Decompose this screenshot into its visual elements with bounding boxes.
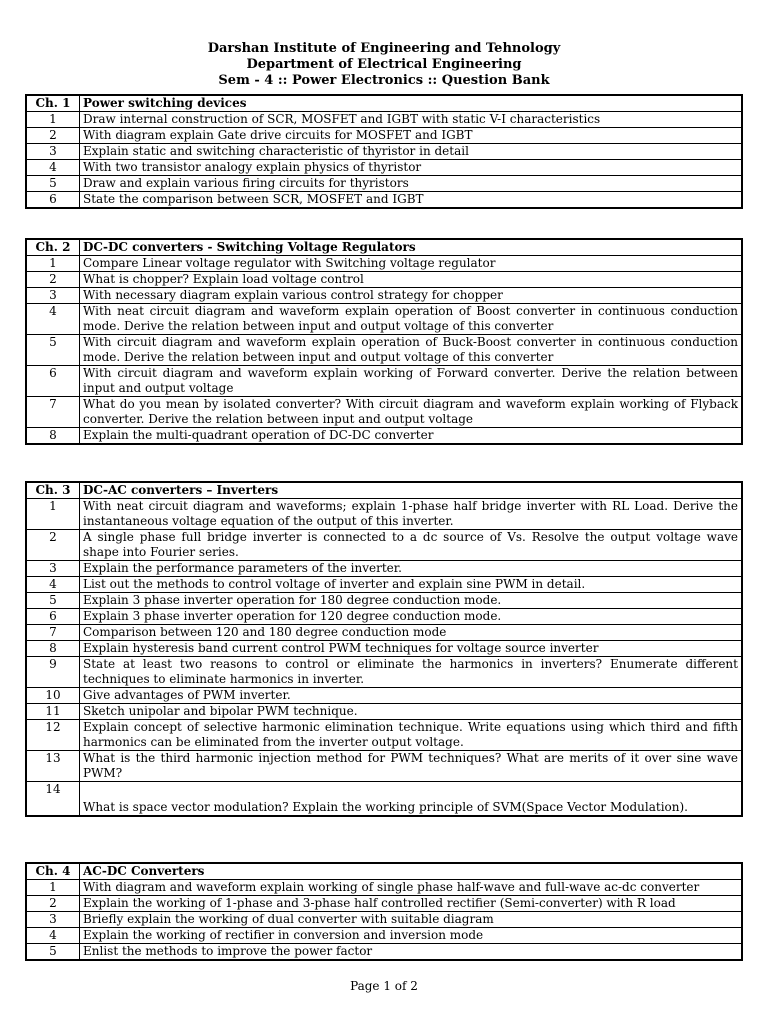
- question-text: With two transistor analogy explain physics of thyristor: [80, 160, 743, 176]
- question-text: Draw internal construction of SCR, MOSFET and IGBT with static V-I characteristics: [80, 112, 743, 128]
- question-text: Explain the multi-quadrant operation of DC-DC converter: [80, 428, 743, 445]
- question-number: 6: [26, 609, 80, 625]
- question-number: 10: [26, 688, 80, 704]
- question-text: What is space vector modulation? Explain the working principle of SVM(Space Vector Modulation).: [80, 782, 743, 816]
- question-text: Explain 3 phase inverter operation for 180 degree conduction mode.: [80, 593, 743, 609]
- question-text: Explain concept of selective harmonic elimination technique. Write equations using which third and fifth harmonics can be eliminated from the inverter output voltage.: [80, 720, 743, 751]
- chapter-title: DC-DC converters - Switching Voltage Regulators: [80, 239, 743, 256]
- question-number: 13: [26, 751, 80, 782]
- question-row: [26, 335, 742, 366]
- question-row: [26, 112, 742, 128]
- question-number: 8: [26, 428, 80, 445]
- question-row: [26, 688, 742, 704]
- question-row: [26, 928, 742, 944]
- question-row: [26, 160, 742, 176]
- question-number: 4: [26, 928, 80, 944]
- question-row: [26, 751, 742, 782]
- chapter-title: Power switching devices: [80, 95, 743, 112]
- chapter-label: Ch. 3: [26, 482, 80, 499]
- question-text: With neat circuit diagram and waveform explain operation of Boost converter in continuous conduction mode. Derive the relation between input and output voltage of this converter: [80, 304, 743, 335]
- question-number: 6: [26, 192, 80, 209]
- question-row: [26, 657, 742, 688]
- question-row: [26, 944, 742, 961]
- chapter-label: Ch. 4: [26, 863, 80, 880]
- question-row: [26, 397, 742, 428]
- question-row: [26, 428, 742, 445]
- question-number: 3: [26, 144, 80, 160]
- question-row: [26, 530, 742, 561]
- chapter-header-row: [26, 863, 742, 880]
- chapter-1-table: [25, 94, 743, 209]
- chapter-title: DC-AC converters – Inverters: [80, 482, 743, 499]
- question-number: 5: [26, 335, 80, 366]
- question-text: What is the third harmonic injection method for PWM techniques? What are merits of it over sine wave PWM?: [80, 751, 743, 782]
- question-text: With necessary diagram explain various control strategy for chopper: [80, 288, 743, 304]
- question-row: [26, 912, 742, 928]
- question-row: [26, 288, 742, 304]
- question-text: Draw and explain various firing circuits for thyristors: [80, 176, 743, 192]
- question-text: Explain the performance parameters of the inverter.: [80, 561, 743, 577]
- question-row: [26, 625, 742, 641]
- question-number: 3: [26, 561, 80, 577]
- chapter-2-table: [25, 238, 743, 445]
- question-text: Explain 3 phase inverter operation for 120 degree conduction mode.: [80, 609, 743, 625]
- question-text: With diagram explain Gate drive circuits for MOSFET and IGBT: [80, 128, 743, 144]
- chapter-4-table: [25, 862, 743, 961]
- chapter-label: Ch. 1: [26, 95, 80, 112]
- question-row: [26, 782, 742, 816]
- question-text: State at least two reasons to control or eliminate the harmonics in inverters? Enumerate different techniques to eliminate harmonics in inverter.: [80, 657, 743, 688]
- page-footer: Page 1 of 2: [350, 979, 418, 993]
- question-text: Comparison between 120 and 180 degree conduction mode: [80, 625, 743, 641]
- institute-name: Darshan Institute of Engineering and Tehnology: [207, 41, 561, 56]
- question-number: 5: [26, 944, 80, 961]
- question-number: 9: [26, 657, 80, 688]
- question-number: 2: [26, 896, 80, 912]
- department-name: Department of Electrical Engineering: [246, 57, 522, 72]
- question-number: 3: [26, 912, 80, 928]
- question-number: 7: [26, 397, 80, 428]
- question-row: [26, 577, 742, 593]
- chapter-header-row: [26, 482, 742, 499]
- question-number: 14: [26, 782, 80, 816]
- question-number: 3: [26, 288, 80, 304]
- question-row: [26, 272, 742, 288]
- question-number: 4: [26, 160, 80, 176]
- question-text: What is chopper? Explain load voltage control: [80, 272, 743, 288]
- question-text: Briefly explain the working of dual converter with suitable diagram: [80, 912, 743, 928]
- question-number: 5: [26, 593, 80, 609]
- question-number: 2: [26, 272, 80, 288]
- question-row: [26, 192, 742, 209]
- question-row: [26, 593, 742, 609]
- question-number: 1: [26, 256, 80, 272]
- question-row: [26, 176, 742, 192]
- question-text: List out the methods to control voltage of inverter and explain sine PWM in detail.: [80, 577, 743, 593]
- question-row: [26, 720, 742, 751]
- question-row: [26, 366, 742, 397]
- document-header: [0, 41, 768, 89]
- question-number: 1: [26, 880, 80, 896]
- question-text: Explain the working of rectifier in conversion and inversion mode: [80, 928, 743, 944]
- question-number: 12: [26, 720, 80, 751]
- question-text: With neat circuit diagram and waveforms; explain 1-phase half bridge inverter with RL Load. Derive the instantaneous voltage equation of the output of this inverter.: [80, 499, 743, 530]
- question-number: 4: [26, 577, 80, 593]
- question-number: 1: [26, 499, 80, 530]
- question-number: 4: [26, 304, 80, 335]
- question-text: State the comparison between SCR, MOSFET and IGBT: [80, 192, 743, 209]
- chapter-header-row: [26, 239, 742, 256]
- question-text: With circuit diagram and waveform explain working of Forward converter. Derive the relation between input and output voltage: [80, 366, 743, 397]
- question-number: 5: [26, 176, 80, 192]
- question-text: Explain static and switching characteristic of thyristor in detail: [80, 144, 743, 160]
- question-row: [26, 641, 742, 657]
- chapter-header-row: [26, 95, 742, 112]
- question-text: A single phase full bridge inverter is connected to a dc source of Vs. Resolve the output voltage wave shape into Fourier series.: [80, 530, 743, 561]
- question-text: What do you mean by isolated converter? With circuit diagram and waveform explain working of Flyback converter. Derive the relation between input and output voltage: [80, 397, 743, 428]
- question-row: [26, 256, 742, 272]
- question-row: [26, 499, 742, 530]
- question-text: Give advantages of PWM inverter.: [80, 688, 743, 704]
- question-text: With circuit diagram and waveform explain operation of Buck-Boost converter in continuous conduction mode. Derive the relation between input and output voltage of this converter: [80, 335, 743, 366]
- chapter-title: AC-DC Converters: [80, 863, 743, 880]
- question-row: [26, 304, 742, 335]
- chapter-label: Ch. 2: [26, 239, 80, 256]
- question-number: 2: [26, 530, 80, 561]
- question-text: Sketch unipolar and bipolar PWM technique.: [80, 704, 743, 720]
- question-number: 7: [26, 625, 80, 641]
- question-text: Explain the working of 1-phase and 3-phase half controlled rectifier (Semi-converter) with R load: [80, 896, 743, 912]
- chapter-3-table: [25, 481, 743, 817]
- question-row: [26, 128, 742, 144]
- question-number: 11: [26, 704, 80, 720]
- question-number: 6: [26, 366, 80, 397]
- question-row: [26, 144, 742, 160]
- question-number: 1: [26, 112, 80, 128]
- question-text: With diagram and waveform explain working of single phase half-wave and full-wave ac-dc converter: [80, 880, 743, 896]
- question-row: [26, 609, 742, 625]
- question-text: Compare Linear voltage regulator with Switching voltage regulator: [80, 256, 743, 272]
- question-row: [26, 896, 742, 912]
- question-row: [26, 561, 742, 577]
- question-number: 8: [26, 641, 80, 657]
- question-row: [26, 704, 742, 720]
- question-text: Enlist the methods to improve the power factor: [80, 944, 743, 961]
- question-row: [26, 880, 742, 896]
- subject-title: Sem - 4 :: Power Electronics :: Question Bank: [218, 73, 550, 88]
- question-number: 2: [26, 128, 80, 144]
- question-text: Explain hysteresis band current control PWM techniques for voltage source inverter: [80, 641, 743, 657]
